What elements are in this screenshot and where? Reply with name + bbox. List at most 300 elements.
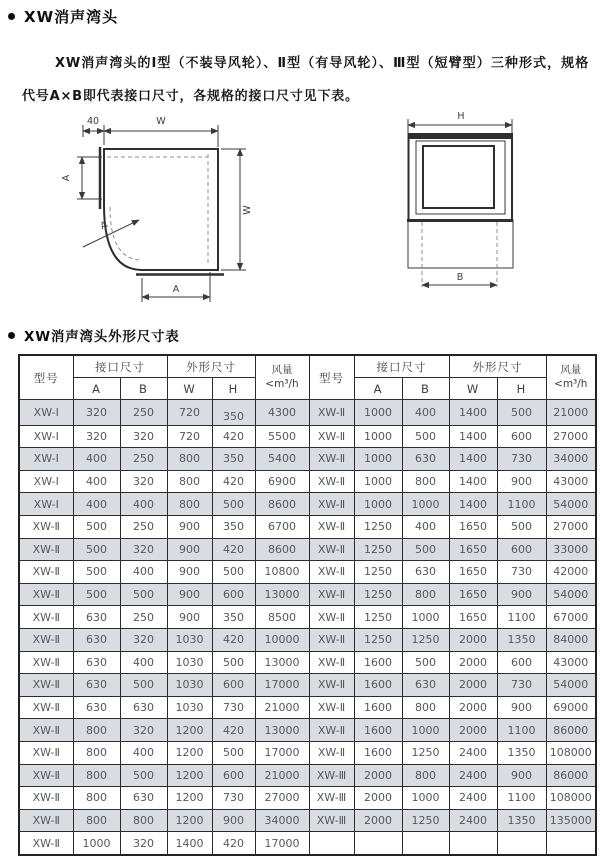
value-cell: 630 bbox=[120, 787, 167, 810]
value-cell bbox=[402, 832, 449, 855]
value-cell: 27000 bbox=[546, 515, 596, 538]
value-cell: 630 bbox=[73, 696, 120, 719]
value-cell: 1200 bbox=[167, 809, 212, 832]
value-cell: 5500 bbox=[255, 425, 309, 448]
value-cell: 8600 bbox=[255, 538, 309, 561]
value-cell: 1200 bbox=[167, 787, 212, 810]
subcol-header-h-left: H bbox=[212, 378, 255, 400]
model-cell: XW-Ⅰ bbox=[19, 400, 73, 426]
value-cell: 1000 bbox=[354, 425, 402, 448]
value-cell: 320 bbox=[120, 470, 167, 493]
model-cell: XW-Ⅱ bbox=[19, 674, 73, 697]
value-cell: 1350 bbox=[497, 741, 546, 764]
value-cell: 2000 bbox=[449, 674, 497, 697]
model-cell: XW-Ⅱ bbox=[19, 651, 73, 674]
value-cell: 1000 bbox=[354, 470, 402, 493]
model-cell: XW-Ⅱ bbox=[19, 696, 73, 719]
model-cell: XW-Ⅱ bbox=[309, 606, 354, 629]
value-cell: 17000 bbox=[255, 674, 309, 697]
value-cell: 2400 bbox=[449, 787, 497, 810]
value-cell: 8600 bbox=[255, 493, 309, 516]
model-cell: XW-Ⅰ bbox=[19, 425, 73, 448]
value-cell: 1000 bbox=[354, 493, 402, 516]
model-cell: XW-Ⅱ bbox=[19, 809, 73, 832]
subcol-header-w-left: W bbox=[167, 378, 212, 400]
value-cell: 86000 bbox=[546, 719, 596, 742]
value-cell: 800 bbox=[73, 719, 120, 742]
value-cell: 500 bbox=[120, 583, 167, 606]
value-cell: 34000 bbox=[255, 809, 309, 832]
airflow-unit: <m³/h bbox=[265, 377, 299, 390]
value-cell: 17000 bbox=[255, 741, 309, 764]
subcol-header-h-right: H bbox=[497, 378, 546, 400]
dim-label-flange-40: 40 bbox=[86, 116, 100, 127]
dim-label-h-top: H bbox=[457, 111, 465, 122]
page-title bbox=[8, 6, 118, 27]
value-cell: 27000 bbox=[546, 425, 596, 448]
value-cell: 1650 bbox=[449, 515, 497, 538]
value-cell: 42000 bbox=[546, 561, 596, 584]
value-cell: 2000 bbox=[354, 787, 402, 810]
value-cell: 1600 bbox=[354, 674, 402, 697]
model-cell: XW-Ⅱ bbox=[309, 674, 354, 697]
airflow-unit: <m³/h bbox=[554, 377, 588, 390]
model-cell: XW-Ⅱ bbox=[309, 719, 354, 742]
value-cell: 67000 bbox=[546, 606, 596, 629]
value-cell: 900 bbox=[167, 515, 212, 538]
value-cell: 400 bbox=[120, 651, 167, 674]
value-cell: 54000 bbox=[546, 674, 596, 697]
value-cell: 250 bbox=[120, 606, 167, 629]
value-cell: 800 bbox=[167, 493, 212, 516]
value-cell: 500 bbox=[73, 515, 120, 538]
value-cell: 500 bbox=[402, 651, 449, 674]
value-cell: 320 bbox=[120, 425, 167, 448]
model-cell: XW-Ⅱ bbox=[309, 561, 354, 584]
table-title-text: XW消声湾头外形尺寸表 bbox=[24, 329, 180, 345]
model-cell: XW-Ⅱ bbox=[19, 561, 73, 584]
value-cell: 1000 bbox=[402, 606, 449, 629]
value-cell: 800 bbox=[402, 583, 449, 606]
value-cell: 500 bbox=[497, 515, 546, 538]
value-cell: 350 bbox=[212, 448, 255, 471]
value-cell: 34000 bbox=[546, 448, 596, 471]
col-header-interface-left: 接口尺寸 bbox=[73, 355, 167, 378]
value-cell: 500 bbox=[120, 674, 167, 697]
value-cell: 1250 bbox=[402, 628, 449, 651]
value-cell: 1000 bbox=[402, 493, 449, 516]
model-cell: XW-Ⅱ bbox=[309, 628, 354, 651]
model-cell: XW-Ⅱ bbox=[19, 832, 73, 855]
value-cell: 500 bbox=[120, 764, 167, 787]
value-cell: 1250 bbox=[402, 741, 449, 764]
value-cell: 600 bbox=[212, 674, 255, 697]
value-cell: 420 bbox=[212, 719, 255, 742]
value-cell: 1350 bbox=[497, 809, 546, 832]
model-cell: XW-Ⅱ bbox=[309, 651, 354, 674]
elbow-front-diagram bbox=[395, 108, 525, 298]
value-cell: 250 bbox=[120, 448, 167, 471]
dim-label-a-bottom: A bbox=[172, 284, 180, 295]
value-cell: 1600 bbox=[354, 741, 402, 764]
value-cell: 69000 bbox=[546, 696, 596, 719]
value-cell: 400 bbox=[73, 493, 120, 516]
model-cell: XW-Ⅰ bbox=[19, 448, 73, 471]
value-cell: 2400 bbox=[449, 741, 497, 764]
model-cell: XW-Ⅱ bbox=[19, 515, 73, 538]
value-cell: 630 bbox=[402, 561, 449, 584]
model-cell: XW-Ⅱ bbox=[309, 583, 354, 606]
value-cell: 250 bbox=[120, 515, 167, 538]
value-cell: 135000 bbox=[546, 809, 596, 832]
value-cell: 1400 bbox=[449, 400, 497, 426]
value-cell: 630 bbox=[402, 674, 449, 697]
value-cell: 1100 bbox=[497, 787, 546, 810]
model-cell: XW-Ⅱ bbox=[19, 538, 73, 561]
table-row bbox=[19, 561, 596, 584]
value-cell: 730 bbox=[497, 448, 546, 471]
value-cell: 630 bbox=[73, 651, 120, 674]
value-cell: 1000 bbox=[402, 719, 449, 742]
table-row bbox=[19, 741, 596, 764]
value-cell: 1600 bbox=[354, 651, 402, 674]
elbow-outline bbox=[104, 149, 218, 270]
value-cell: 320 bbox=[120, 628, 167, 651]
table-row bbox=[19, 719, 596, 742]
value-cell: 1250 bbox=[354, 606, 402, 629]
value-cell: 500 bbox=[212, 561, 255, 584]
value-cell: 900 bbox=[212, 809, 255, 832]
value-cell: 800 bbox=[73, 809, 120, 832]
value-cell: 1400 bbox=[449, 493, 497, 516]
value-cell: 1000 bbox=[354, 400, 402, 426]
value-cell: 2000 bbox=[449, 628, 497, 651]
subcol-header-a-right: A bbox=[354, 378, 402, 400]
table-row bbox=[19, 606, 596, 629]
table-row bbox=[19, 651, 596, 674]
value-cell: 1650 bbox=[449, 606, 497, 629]
value-cell: 8500 bbox=[255, 606, 309, 629]
value-cell: 600 bbox=[497, 651, 546, 674]
front-frame bbox=[407, 134, 513, 221]
value-cell: 400 bbox=[73, 470, 120, 493]
value-cell: 800 bbox=[402, 764, 449, 787]
model-cell: XW-Ⅱ bbox=[19, 764, 73, 787]
dimensions-table bbox=[18, 354, 597, 856]
value-cell: 420 bbox=[212, 538, 255, 561]
value-cell: 1650 bbox=[449, 561, 497, 584]
table-body bbox=[19, 400, 596, 855]
value-cell: 900 bbox=[497, 470, 546, 493]
value-cell: 420 bbox=[212, 425, 255, 448]
value-cell: 54000 bbox=[546, 493, 596, 516]
subcol-header-b-right: B bbox=[402, 378, 449, 400]
value-cell: 900 bbox=[167, 606, 212, 629]
value-cell: 500 bbox=[402, 538, 449, 561]
value-cell: 6700 bbox=[255, 515, 309, 538]
value-cell: 630 bbox=[73, 606, 120, 629]
value-cell: 400 bbox=[120, 741, 167, 764]
value-cell: 900 bbox=[497, 583, 546, 606]
value-cell: 800 bbox=[167, 470, 212, 493]
value-cell: 730 bbox=[212, 787, 255, 810]
value-cell: 13000 bbox=[255, 719, 309, 742]
table-row bbox=[19, 425, 596, 448]
col-header-airflow-right bbox=[546, 355, 596, 400]
model-cell: XW-Ⅱ bbox=[309, 400, 354, 426]
value-cell: 630 bbox=[73, 628, 120, 651]
value-cell: 400 bbox=[73, 448, 120, 471]
model-cell: XW-Ⅱ bbox=[309, 741, 354, 764]
table-row bbox=[19, 628, 596, 651]
value-cell: 1350 bbox=[497, 628, 546, 651]
value-cell: 500 bbox=[73, 561, 120, 584]
value-cell: 1400 bbox=[449, 448, 497, 471]
value-cell: 320 bbox=[120, 832, 167, 855]
dim-label-a-left: A bbox=[61, 174, 72, 182]
value-cell: 13000 bbox=[255, 583, 309, 606]
value-cell: 720 bbox=[167, 425, 212, 448]
table-row bbox=[19, 538, 596, 561]
value-cell: 800 bbox=[73, 787, 120, 810]
value-cell: 350 bbox=[212, 515, 255, 538]
value-cell: 500 bbox=[73, 538, 120, 561]
value-cell: 1000 bbox=[354, 448, 402, 471]
table-row bbox=[19, 832, 596, 855]
table-row bbox=[19, 696, 596, 719]
value-cell: 1030 bbox=[167, 651, 212, 674]
value-cell: 420 bbox=[212, 628, 255, 651]
value-cell: 1030 bbox=[167, 696, 212, 719]
value-cell: 1400 bbox=[167, 832, 212, 855]
value-cell: 1000 bbox=[73, 832, 120, 855]
model-cell: XW-Ⅱ bbox=[19, 741, 73, 764]
value-cell: 2000 bbox=[449, 719, 497, 742]
table-row bbox=[19, 809, 596, 832]
model-cell: XW-Ⅱ bbox=[309, 515, 354, 538]
value-cell: 500 bbox=[497, 400, 546, 426]
col-header-model-left: 型号 bbox=[19, 355, 73, 400]
dim-label-a-diagonal: A bbox=[98, 219, 110, 233]
model-cell: XW-Ⅲ bbox=[309, 764, 354, 787]
col-header-interface-right: 接口尺寸 bbox=[354, 355, 449, 378]
value-cell: 84000 bbox=[546, 628, 596, 651]
value-cell: 730 bbox=[497, 674, 546, 697]
table-row bbox=[19, 470, 596, 493]
value-cell: 250 bbox=[120, 400, 167, 426]
value-cell: 720 bbox=[167, 400, 212, 426]
value-cell: 1250 bbox=[354, 515, 402, 538]
subcol-header-b-left: B bbox=[120, 378, 167, 400]
col-header-airflow-left bbox=[255, 355, 309, 400]
value-cell: 500 bbox=[212, 493, 255, 516]
value-cell: 600 bbox=[497, 538, 546, 561]
value-cell: 800 bbox=[402, 696, 449, 719]
value-cell: 350 bbox=[212, 400, 255, 426]
value-cell: 400 bbox=[402, 515, 449, 538]
model-cell: XW-Ⅱ bbox=[309, 448, 354, 471]
model-cell bbox=[309, 832, 354, 855]
table-title bbox=[8, 325, 180, 345]
value-cell: 500 bbox=[73, 583, 120, 606]
value-cell: 10000 bbox=[255, 628, 309, 651]
value-cell: 13000 bbox=[255, 651, 309, 674]
bullet-icon bbox=[8, 13, 15, 20]
value-cell: 2400 bbox=[449, 764, 497, 787]
value-cell: 1250 bbox=[354, 628, 402, 651]
value-cell: 1200 bbox=[167, 764, 212, 787]
airflow-label: 风量 bbox=[560, 364, 582, 377]
table-row bbox=[19, 448, 596, 471]
model-cell: XW-Ⅰ bbox=[19, 493, 73, 516]
value-cell: 1200 bbox=[167, 741, 212, 764]
value-cell: 320 bbox=[73, 425, 120, 448]
value-cell: 400 bbox=[402, 400, 449, 426]
value-cell: 630 bbox=[73, 674, 120, 697]
value-cell bbox=[354, 832, 402, 855]
model-cell: XW-Ⅱ bbox=[309, 470, 354, 493]
model-cell: XW-Ⅱ bbox=[19, 719, 73, 742]
value-cell: 1030 bbox=[167, 674, 212, 697]
value-cell: 2000 bbox=[449, 696, 497, 719]
value-cell: 108000 bbox=[546, 787, 596, 810]
model-cell: XW-Ⅱ bbox=[19, 787, 73, 810]
value-cell: 86000 bbox=[546, 764, 596, 787]
value-cell: 108000 bbox=[546, 741, 596, 764]
value-cell: 800 bbox=[167, 448, 212, 471]
value-cell: 1000 bbox=[402, 787, 449, 810]
model-cell: XW-Ⅱ bbox=[309, 538, 354, 561]
value-cell: 900 bbox=[167, 538, 212, 561]
page-title-text: XW消声湾头 bbox=[24, 8, 119, 26]
value-cell: 600 bbox=[497, 425, 546, 448]
subcol-header-a-left: A bbox=[73, 378, 120, 400]
value-cell: 420 bbox=[212, 832, 255, 855]
value-cell: 2000 bbox=[354, 809, 402, 832]
value-cell: 1600 bbox=[354, 719, 402, 742]
model-cell: XW-Ⅱ bbox=[19, 606, 73, 629]
model-cell: XW-Ⅲ bbox=[309, 787, 354, 810]
table-row bbox=[19, 764, 596, 787]
value-cell: 1250 bbox=[354, 561, 402, 584]
value-cell: 320 bbox=[120, 538, 167, 561]
value-cell: 730 bbox=[212, 696, 255, 719]
table-row bbox=[19, 787, 596, 810]
value-cell: 5400 bbox=[255, 448, 309, 471]
value-cell: 600 bbox=[212, 764, 255, 787]
model-cell: XW-Ⅱ bbox=[19, 628, 73, 651]
value-cell: 800 bbox=[120, 809, 167, 832]
model-cell: XW-Ⅲ bbox=[309, 809, 354, 832]
value-cell: 1600 bbox=[354, 696, 402, 719]
value-cell: 800 bbox=[73, 741, 120, 764]
value-cell: 600 bbox=[212, 583, 255, 606]
intro-paragraph: XW消声湾头的Ⅰ型（不装导风轮）、Ⅱ型（有导风轮）、Ⅲ型（短臂型）三种形式，规格代号A×B即代表接口尺寸，各规格的接口尺寸见下表。 bbox=[22, 56, 589, 104]
value-cell: 1650 bbox=[449, 538, 497, 561]
value-cell: 1250 bbox=[402, 809, 449, 832]
subcol-header-w-right: W bbox=[449, 378, 497, 400]
value-cell: 1250 bbox=[354, 538, 402, 561]
value-cell bbox=[546, 832, 596, 855]
value-cell: 2000 bbox=[354, 764, 402, 787]
dim-label-w-top: W bbox=[156, 116, 166, 127]
value-cell: 21000 bbox=[546, 400, 596, 426]
value-cell: 10800 bbox=[255, 561, 309, 584]
table-row bbox=[19, 493, 596, 516]
value-cell: 2000 bbox=[449, 651, 497, 674]
value-cell: 1100 bbox=[497, 493, 546, 516]
value-cell: 1250 bbox=[354, 583, 402, 606]
value-cell: 900 bbox=[497, 764, 546, 787]
value-cell: 1100 bbox=[497, 719, 546, 742]
model-cell: XW-Ⅱ bbox=[309, 425, 354, 448]
value-cell: 21000 bbox=[255, 696, 309, 719]
col-header-model-right: 型号 bbox=[309, 355, 354, 400]
model-cell: XW-Ⅰ bbox=[19, 470, 73, 493]
col-header-outline-right: 外形尺寸 bbox=[449, 355, 546, 378]
value-cell: 400 bbox=[120, 561, 167, 584]
table-row bbox=[19, 583, 596, 606]
value-cell bbox=[449, 832, 497, 855]
table-row bbox=[19, 515, 596, 538]
value-cell: 1400 bbox=[449, 425, 497, 448]
value-cell: 27000 bbox=[255, 787, 309, 810]
value-cell: 800 bbox=[73, 764, 120, 787]
value-cell: 33000 bbox=[546, 538, 596, 561]
dim-label-b-bottom: B bbox=[456, 272, 464, 283]
value-cell: 500 bbox=[212, 651, 255, 674]
value-cell: 630 bbox=[120, 696, 167, 719]
value-cell: 17000 bbox=[255, 832, 309, 855]
value-cell: 21000 bbox=[255, 764, 309, 787]
value-cell: 350 bbox=[212, 606, 255, 629]
model-cell: XW-Ⅱ bbox=[309, 696, 354, 719]
value-cell: 500 bbox=[402, 425, 449, 448]
airflow-label: 风量 bbox=[271, 364, 293, 377]
bullet-icon bbox=[8, 332, 15, 339]
value-cell: 500 bbox=[212, 741, 255, 764]
value-cell: 900 bbox=[497, 696, 546, 719]
value-cell: 1650 bbox=[449, 583, 497, 606]
value-cell: 43000 bbox=[546, 470, 596, 493]
value-cell bbox=[497, 832, 546, 855]
col-header-outline-left: 外形尺寸 bbox=[167, 355, 255, 378]
value-cell: 1030 bbox=[167, 628, 212, 651]
value-cell: 1400 bbox=[449, 470, 497, 493]
value-cell: 900 bbox=[167, 583, 212, 606]
table-header bbox=[19, 355, 596, 400]
table-row bbox=[19, 674, 596, 697]
value-cell: 900 bbox=[167, 561, 212, 584]
elbow-plan-diagram bbox=[55, 110, 305, 322]
value-cell: 420 bbox=[212, 470, 255, 493]
table-row bbox=[19, 400, 596, 426]
value-cell: 4300 bbox=[255, 400, 309, 426]
model-cell: XW-Ⅱ bbox=[309, 493, 354, 516]
value-cell: 43000 bbox=[546, 651, 596, 674]
value-cell: 630 bbox=[402, 448, 449, 471]
value-cell: 800 bbox=[402, 470, 449, 493]
value-cell: 6900 bbox=[255, 470, 309, 493]
value-cell: 320 bbox=[120, 719, 167, 742]
dim-label-w-right: W bbox=[242, 205, 253, 215]
value-cell: 1200 bbox=[167, 719, 212, 742]
value-cell: 54000 bbox=[546, 583, 596, 606]
value-cell: 730 bbox=[497, 561, 546, 584]
value-cell: 2400 bbox=[449, 809, 497, 832]
model-cell: XW-Ⅱ bbox=[19, 583, 73, 606]
value-cell: 400 bbox=[120, 493, 167, 516]
